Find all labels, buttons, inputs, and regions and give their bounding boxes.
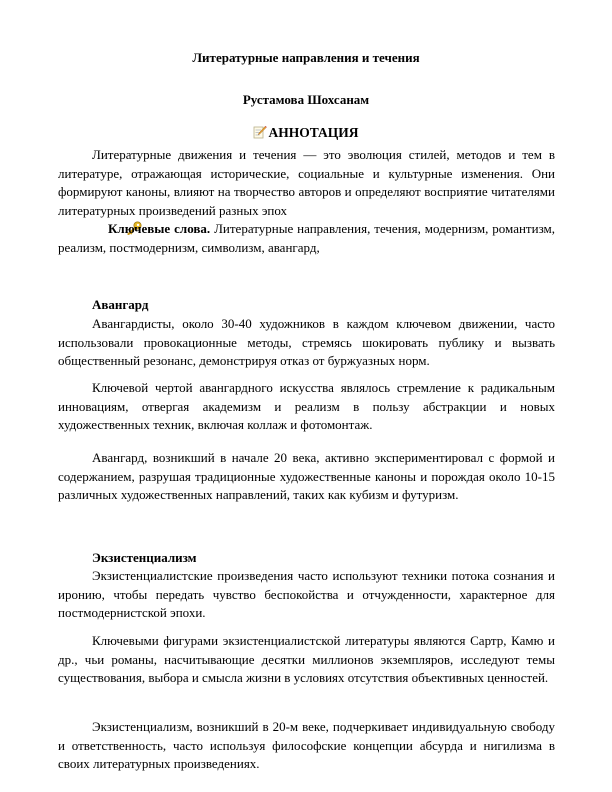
keywords-paragraph <box>58 220 555 257</box>
annotation-heading: АННОТАЦИЯ <box>268 125 359 140</box>
section-heading-avant-garde: Авангард <box>92 297 149 312</box>
avant-garde-paragraph-2: Ключевой чертой авангардного искусства являлось стремление к радикальным инновациям, отвергая академизм и реализм в пользу абстракции и новых художественных техник, включая коллаж и фотомонтаж. <box>58 380 555 432</box>
keywords-text: Литературные направления, течения, модернизм, романтизм, реализм, постмодернизм, символизм, авангард, <box>58 221 555 255</box>
avant-garde-paragraph-1: Авангардисты, около 30-40 художников в каждом ключевом движении, часто использовали провокационные методы, стремясь шокировать публику и вызвать общественный резонанс, демонстрируя отказ от буржуазных норм. <box>58 316 555 368</box>
existentialism-paragraph-3: Экзистенциализм, возникший в 20-м веке, подчеркивает индивидуальную свободу и ответственность, часто используя философские концепции абсурда и нигилизма в своих литературных произведениях. <box>58 719 555 771</box>
annotation-heading-row <box>0 125 612 141</box>
avant-garde-paragraph-3: Авангард, возникший в начале 20 века, активно экспериментировал с формой и содержанием, разрушая традиционные художественные каноны и порождая около 10-15 различных художественных направлений, таких как кубизм и футуризм. <box>58 450 555 502</box>
annotation-text: Литературные движения и течения — это эволюция стилей, методов и тем в литературе, отражающая исторические, социальные и культурные изменения. Они формируют каноны, влияют на творчество авторов и определяют восприятие читателями литературных произведений разных эпох <box>58 147 555 218</box>
keywords-label: Ключевые слова. <box>108 221 211 236</box>
existentialism-paragraph-1: Экзистенциалистские произведения часто используют техники потока сознания и иронию, чтобы передать чувство беспокойства и отчужденности, характерное для постмодернистской эпохи. <box>58 568 555 620</box>
author-name: Рустамова Шохсанам <box>242 92 370 107</box>
section-avant-garde-p3-block <box>58 449 555 505</box>
existentialism-paragraph-2: Ключевыми фигурами экзистенциалистской литературы являются Сартр, Камю и др., чьи романы, насчитывающие десятки миллионов экземпляров, исследуют темы существования, выбора и смысла жизни в условиях отсутствия объективных ценностей. <box>58 633 555 685</box>
annotation-block <box>58 146 555 257</box>
section-avant-garde-p2-block <box>58 379 555 435</box>
document-title: Литературные направления и течения <box>192 50 420 65</box>
section-existentialism-p2-block <box>58 632 555 688</box>
section-existentialism-p1-block <box>58 567 555 623</box>
key-icon <box>92 221 108 235</box>
memo-pencil-icon <box>253 125 267 139</box>
section-existentialism-p3-block <box>58 718 555 774</box>
section-heading-existentialism: Экзистенциализм <box>92 550 197 565</box>
section-avant-garde-p1-block <box>58 315 555 371</box>
